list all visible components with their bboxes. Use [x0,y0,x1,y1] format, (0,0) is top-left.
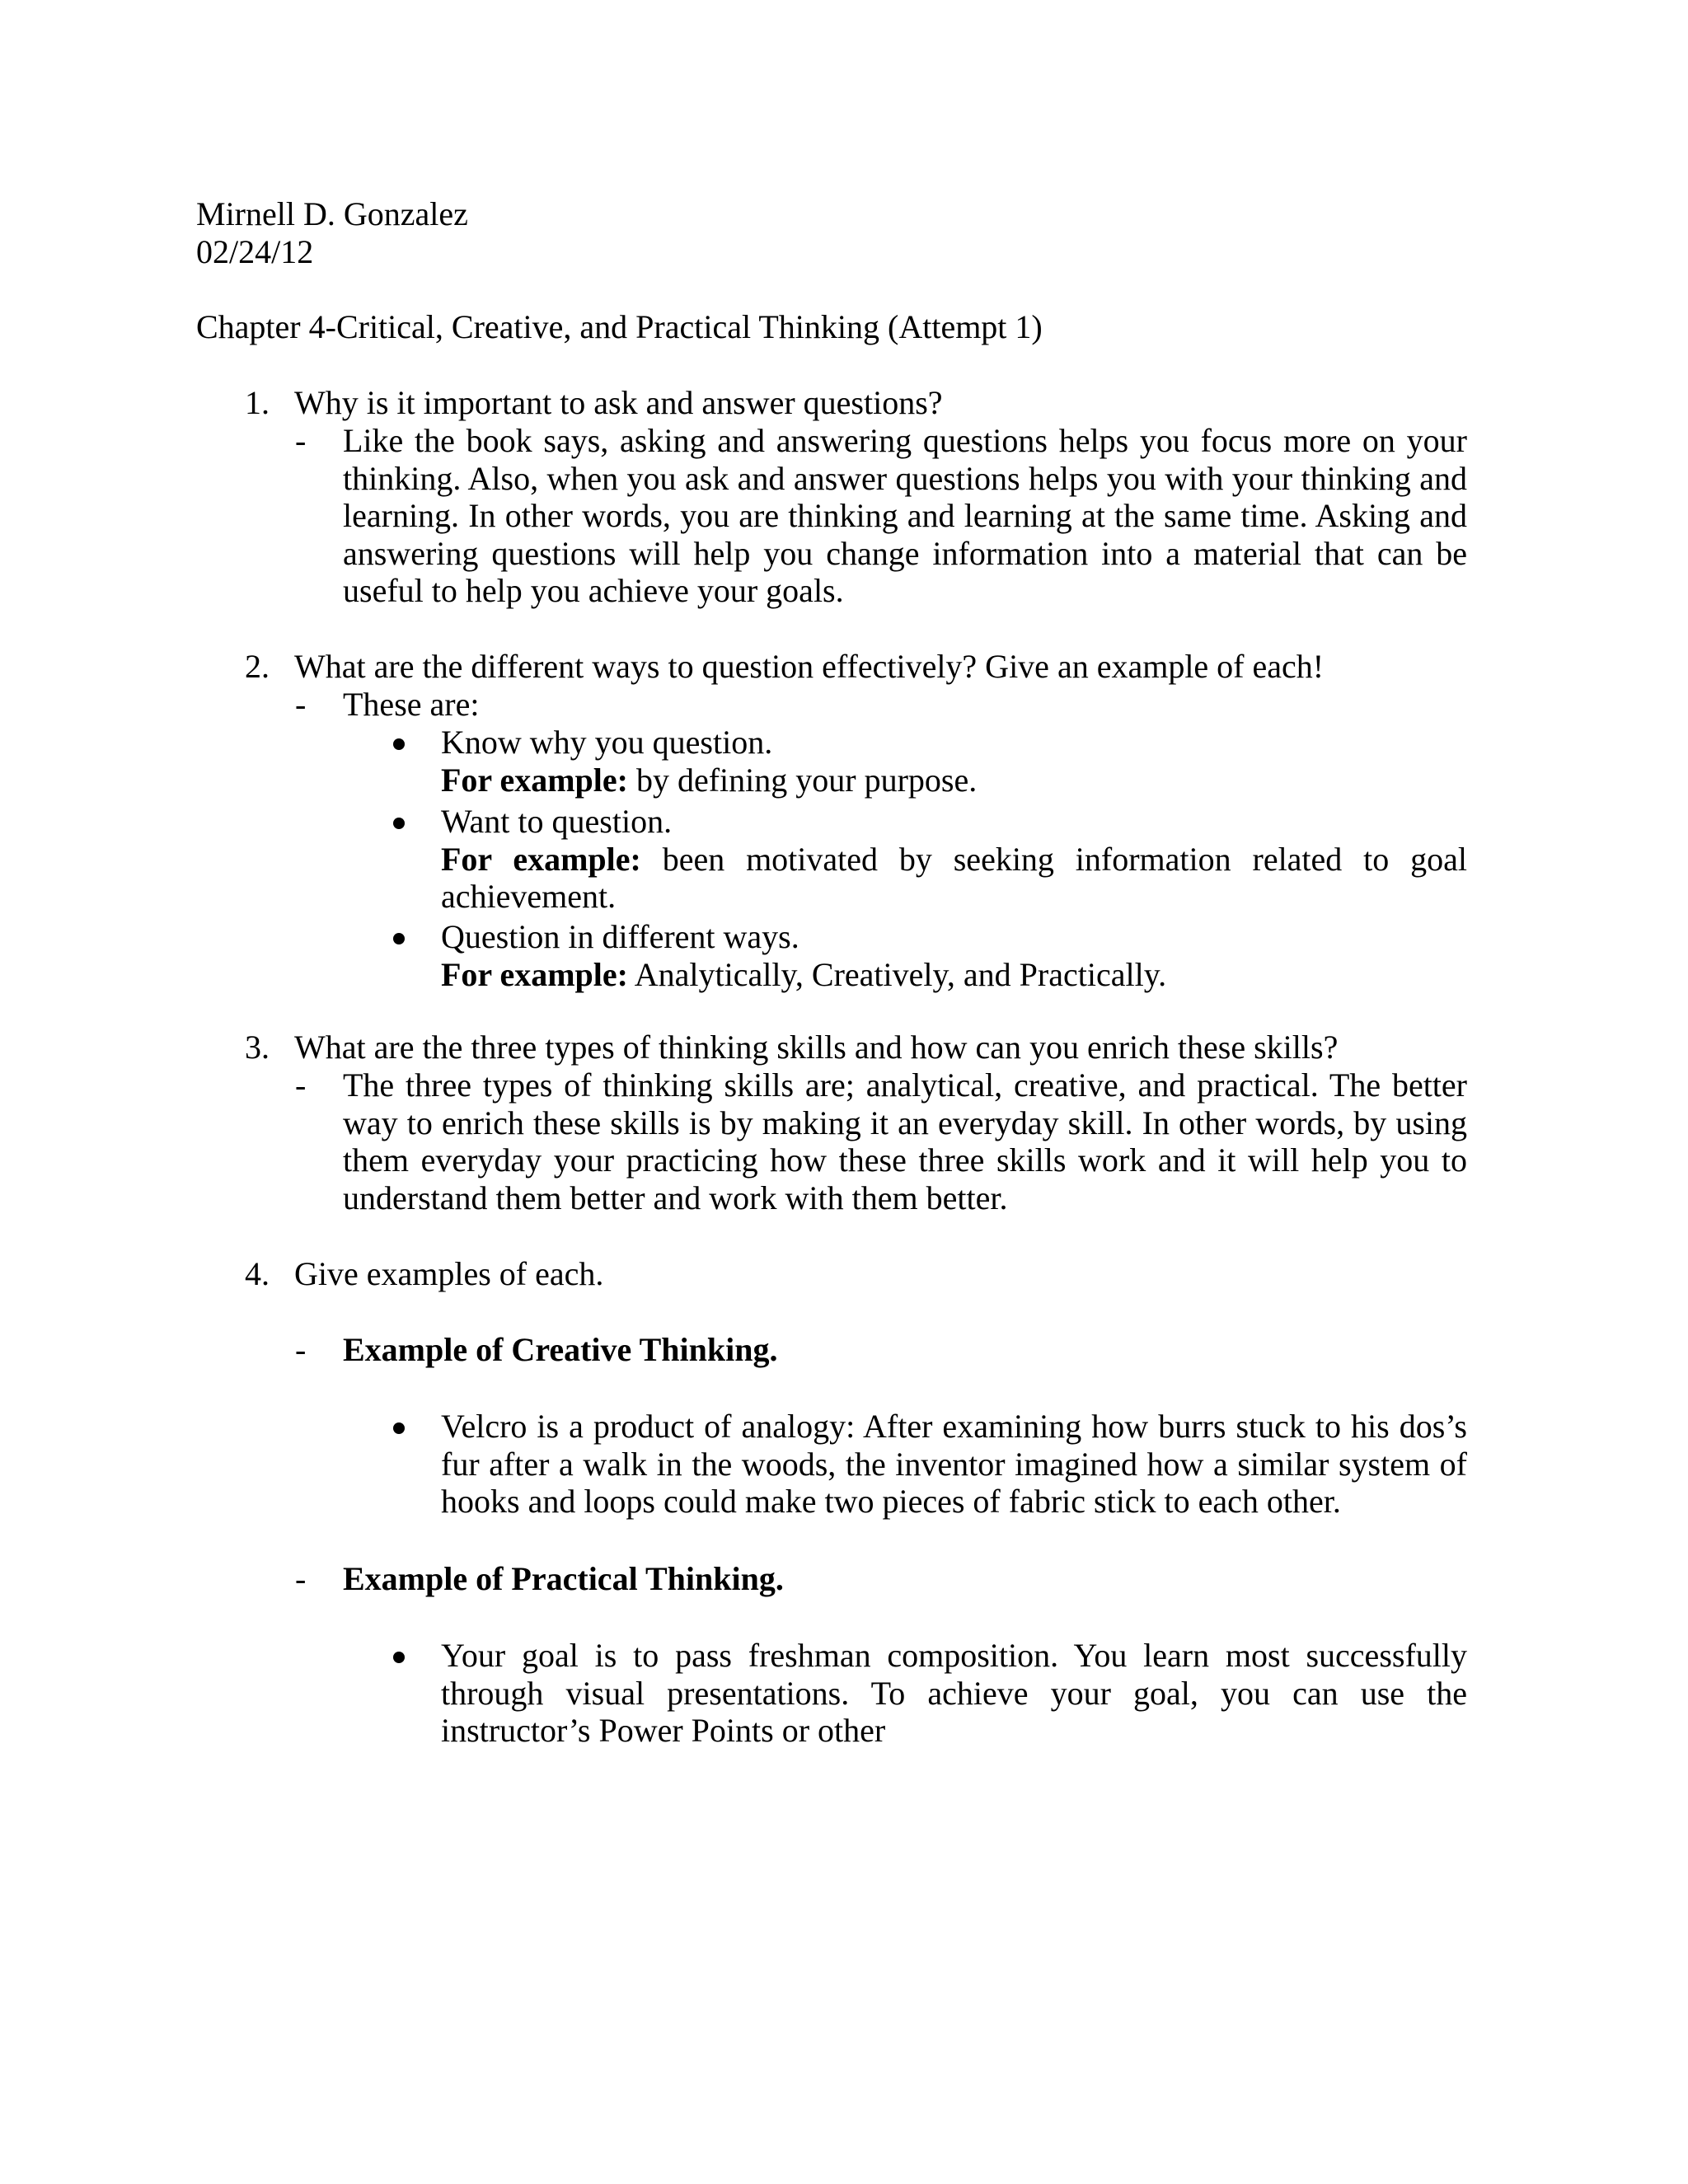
q3-number: 3. [245,1029,270,1066]
q2-item-3 [441,918,1467,993]
q3-dash: - [295,1066,307,1104]
bullet-icon [393,818,405,829]
example-text: by defining your purpose. [635,761,978,799]
q4-practical-heading: Example of Practical Thinking. [343,1560,784,1597]
example-text: been motivated by seeking information related to goal achievement. [441,840,1467,915]
example-label: For example: [441,761,628,799]
q4-creative-heading: Example of Creative Thinking. [343,1331,778,1368]
q4-practical-example: Your goal is to pass freshman composition. You learn most successfully through visual presentations. To achieve your goal, you can use the instructor’s Power Points or other [441,1637,1467,1749]
q4-creative-dash: - [295,1331,307,1368]
document-date: 02/24/12 [196,233,314,270]
example-label: For example: [441,840,641,878]
q1-answer: Like the book says, asking and answering questions helps you focus more on your thinking. Also, when you ask and answer questions helps you with your thinking and learning. In other words, you are thinking and learning at the same time. Asking and answering questions will help you change information into a material that can be useful to help you achieve your goals. [343,422,1467,609]
q1-number: 1. [245,384,270,421]
q4-practical-dash: - [295,1560,307,1597]
q4-number: 4. [245,1255,270,1292]
bullet-icon [393,933,405,944]
q1-dash: - [295,422,307,459]
q2-item-3-example [441,956,1467,994]
q2-item-1 [441,724,1467,799]
q1-question: Why is it important to ask and answer questions? [294,384,943,421]
q3-question: What are the three types of thinking skills and how can you enrich these skills? [294,1029,1339,1066]
author-name: Mirnell D. Gonzalez [196,195,468,232]
bullet-icon [393,738,405,750]
bullet-icon [393,1652,405,1663]
q2-item-2-text: Want to question. [441,803,673,840]
q2-intro: These are: [343,686,480,723]
q3-answer: The three types of thinking skills are; analytical, creative, and practical. The better way to enrich these skills is by making it an everyday skill. In other words, by using them everyday your practicing how these three skills work and it will help you to understand them better and work with them better. [343,1066,1467,1216]
q2-item-2 [441,803,1467,916]
example-label: For example: [441,955,628,993]
example-text: Analytically, Creatively, and Practically. [634,955,1167,993]
q2-number: 2. [245,648,270,685]
q4-creative-example: Velcro is a product of analogy: After examining how burrs stuck to his dos’s fur after a walk in the woods, the inventor imagined how a similar system of hooks and loops could make two pieces of fabric stick to each other. [441,1408,1467,1520]
q2-item-3-text: Question in different ways. [441,918,799,955]
q4-question: Give examples of each. [294,1255,604,1292]
q2-item-2-example [441,841,1467,916]
q2-dash: - [295,686,307,723]
bullet-icon [393,1422,405,1434]
q2-question: What are the different ways to question effectively? Give an example of each! [294,648,1325,685]
q2-item-1-example [441,762,1467,799]
q2-item-1-text: Know why you question. [441,724,773,761]
document-title: Chapter 4-Critical, Creative, and Practical Thinking (Attempt 1) [196,308,1043,345]
